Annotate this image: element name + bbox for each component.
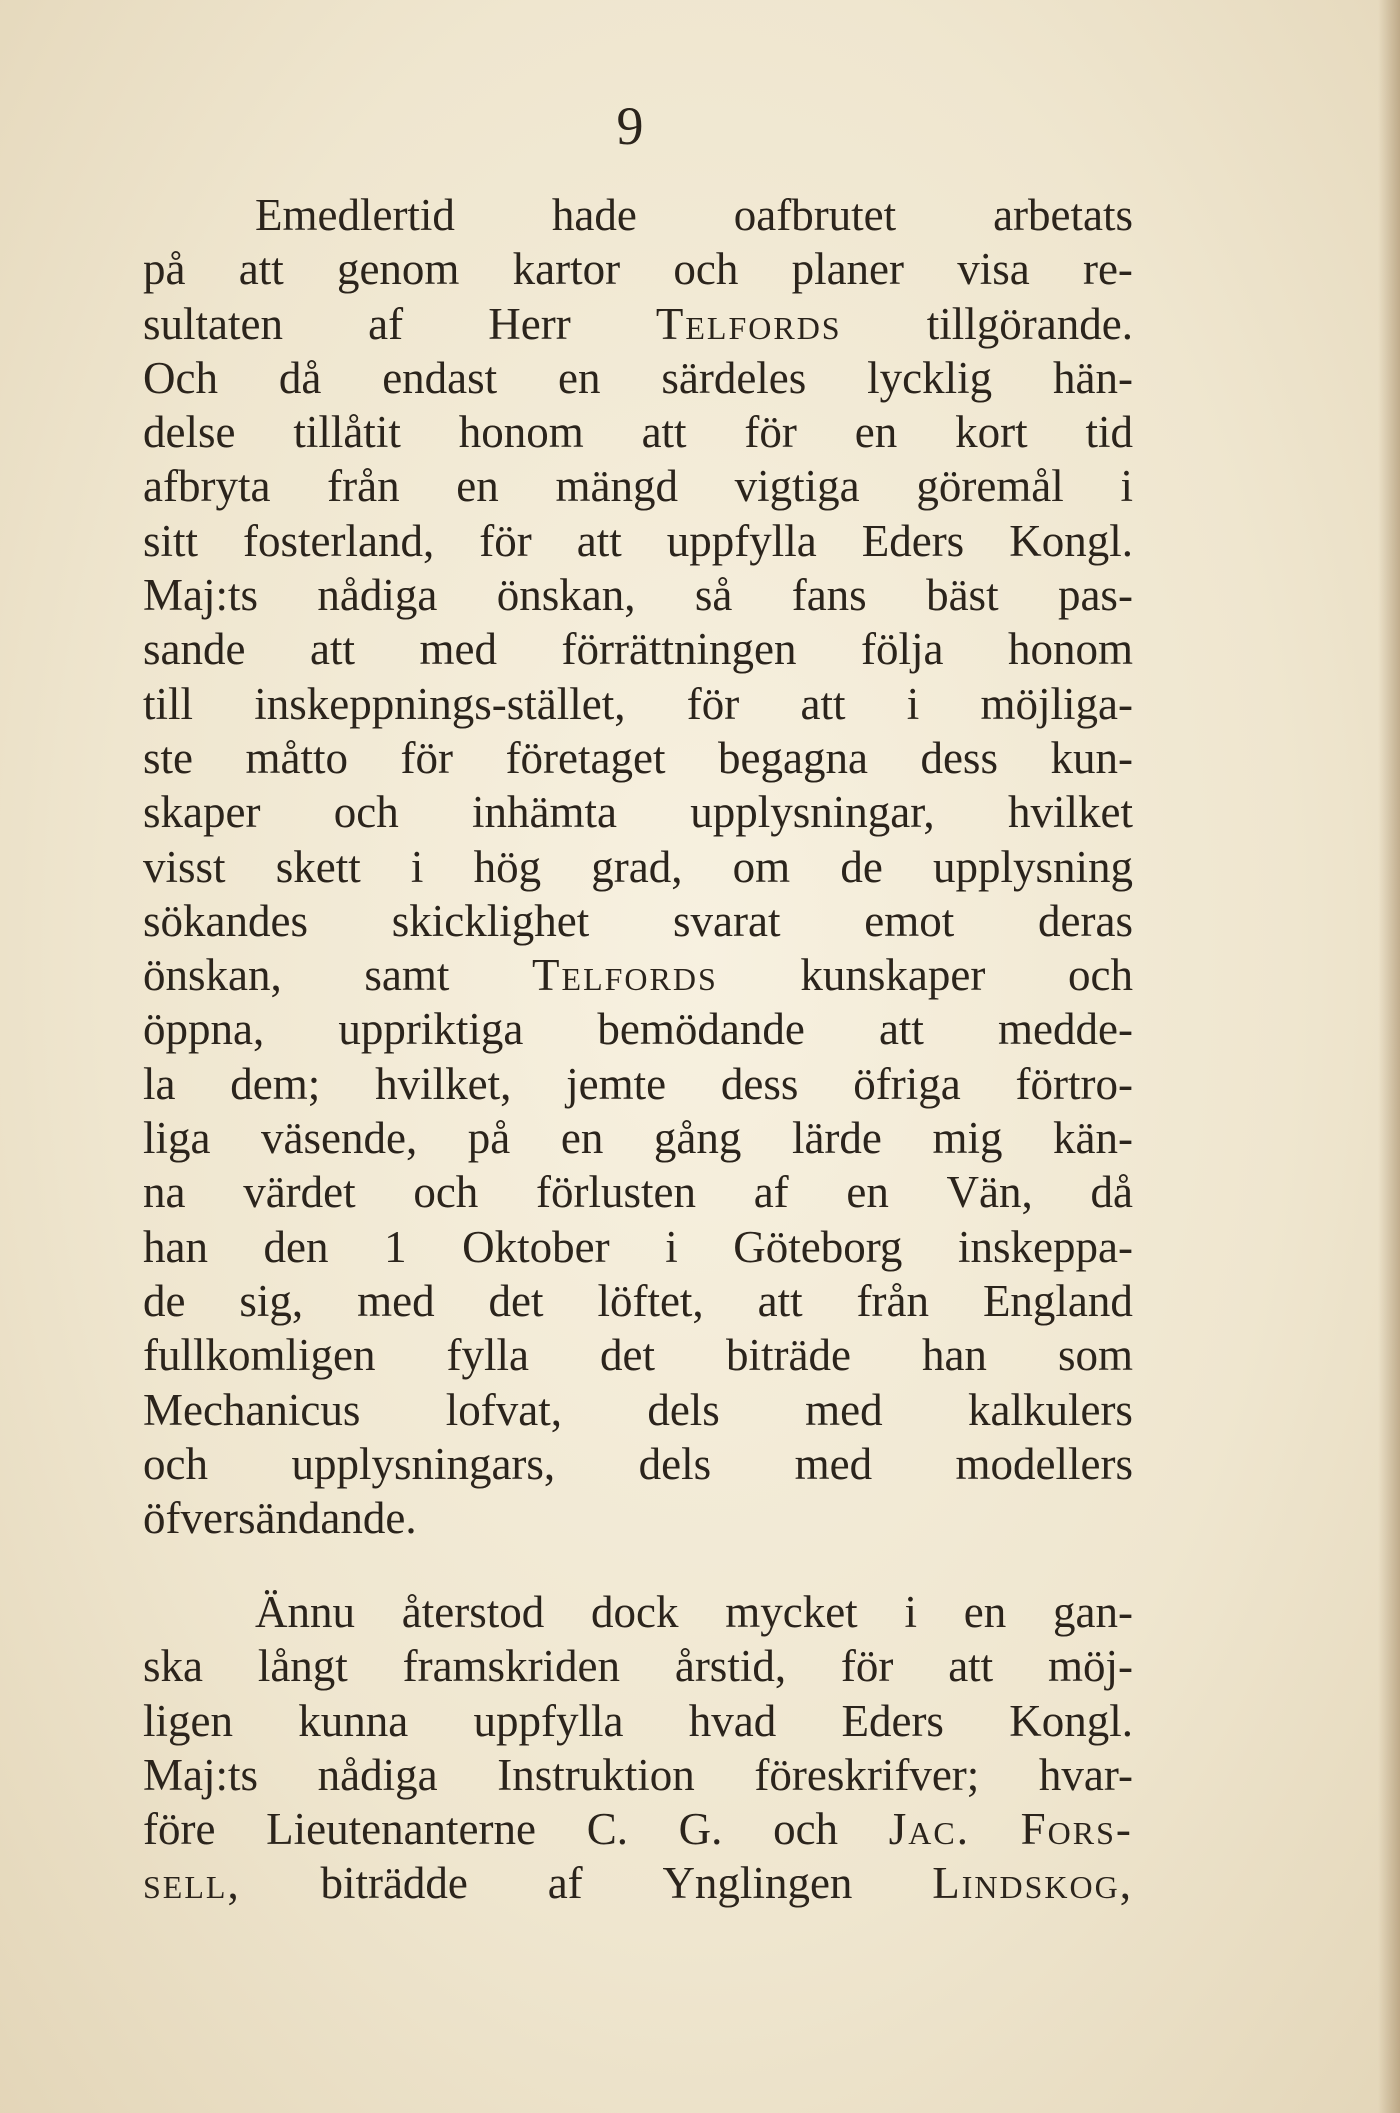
word: att: [757, 1275, 803, 1326]
word: i: [904, 1587, 917, 1637]
word: hög: [473, 841, 542, 892]
word: af: [753, 1167, 789, 1218]
word: och: [773, 1804, 839, 1855]
paragraph-1: [143, 188, 1133, 1545]
word: dels: [647, 1384, 720, 1435]
word: af: [368, 298, 404, 349]
text-line: [143, 1002, 1133, 1056]
word: hade: [551, 190, 637, 240]
word: G.: [678, 1804, 723, 1855]
word: upplysning: [932, 841, 1133, 892]
word: visa: [957, 244, 1030, 295]
word: emot: [864, 895, 955, 946]
word: att: [641, 407, 687, 458]
word: framskriden: [402, 1641, 621, 1692]
word: de: [143, 1275, 186, 1326]
word: modellers: [955, 1438, 1133, 1489]
word: tillåtit: [293, 407, 401, 458]
word: möjliga-: [980, 678, 1133, 729]
word: Ynglingen: [662, 1858, 853, 1909]
word: Eders: [841, 1695, 944, 1746]
word: Maj:ts: [143, 570, 259, 621]
word: förrättningen: [561, 624, 797, 675]
word: i: [410, 841, 424, 892]
word: och: [413, 1167, 479, 1218]
word: för: [686, 678, 740, 729]
text-line: [143, 1328, 1133, 1382]
text-line: [143, 1694, 1133, 1748]
word: att: [878, 1004, 924, 1055]
text-line: [143, 188, 1133, 242]
word: tillgörande.: [926, 298, 1133, 349]
word: med: [805, 1384, 883, 1435]
word: sell,: [143, 1858, 241, 1909]
word: inskeppnings-stället,: [254, 678, 626, 729]
word: Mechanicus: [143, 1384, 361, 1435]
word: honom: [1007, 624, 1133, 675]
text-line: [143, 1856, 1133, 1910]
word: grad,: [591, 841, 683, 892]
word: med: [419, 624, 497, 675]
word: nådiga: [317, 1749, 438, 1800]
word: jemte: [566, 1058, 667, 1109]
word: gan-: [1052, 1587, 1133, 1637]
word: företaget: [505, 732, 666, 783]
text-line: [143, 894, 1133, 948]
text-line: [143, 297, 1133, 351]
page-number: 9: [616, 96, 644, 156]
text-line: [143, 1585, 1133, 1639]
word: öppna,: [143, 1004, 265, 1055]
text-line: [143, 1748, 1133, 1802]
word: kän-: [1053, 1113, 1133, 1164]
word: kort: [955, 407, 1028, 458]
word: långt: [257, 1641, 348, 1692]
word: Maj:ts: [143, 1749, 259, 1800]
text-line: [143, 242, 1133, 296]
word: en: [963, 1587, 1007, 1637]
word: sig,: [239, 1275, 304, 1326]
word: uppriktiga: [338, 1004, 524, 1055]
word: kun-: [1050, 732, 1133, 783]
word: sande: [143, 624, 246, 675]
word: mycket: [725, 1587, 858, 1637]
word: värdet: [243, 1167, 356, 1218]
text-line: [143, 677, 1133, 731]
word: att: [238, 244, 284, 295]
word: före: [143, 1804, 216, 1855]
word: den: [263, 1221, 329, 1272]
word: skett: [275, 841, 361, 892]
word: Kongl.: [1009, 1695, 1133, 1746]
word: och: [143, 1438, 208, 1489]
word: öfriga: [853, 1058, 961, 1109]
word: sökandes: [143, 895, 308, 946]
word: begagna: [718, 732, 868, 783]
word: delse: [143, 407, 236, 458]
word: inhämta: [472, 787, 617, 838]
word: för: [744, 407, 797, 458]
word: de: [840, 841, 883, 892]
word: upplysningar,: [690, 787, 935, 838]
word: na: [143, 1167, 186, 1218]
text-line: [143, 785, 1133, 839]
word: kunskaper: [800, 950, 986, 1001]
word: medde-: [998, 1004, 1133, 1055]
word: väsende,: [261, 1113, 418, 1164]
word: Herr: [488, 298, 571, 349]
word: arbetats: [993, 190, 1133, 240]
word: till: [143, 678, 194, 729]
word: ste: [143, 732, 193, 783]
word: Kongl.: [1009, 515, 1133, 566]
word: gång: [653, 1113, 742, 1164]
word: dem;: [230, 1058, 321, 1109]
word: från: [327, 461, 400, 512]
word: afbryta: [143, 461, 271, 512]
text-line: [143, 514, 1133, 568]
word: löftet,: [597, 1275, 704, 1326]
word: han: [921, 1330, 987, 1381]
word: upplysningars,: [291, 1438, 556, 1489]
word: sultaten: [143, 298, 283, 349]
word: och: [1068, 950, 1133, 1001]
word: hvar-: [1038, 1749, 1133, 1800]
word: återstod: [401, 1587, 545, 1637]
word: för: [840, 1641, 894, 1692]
word: ligen: [143, 1695, 233, 1746]
word: då: [278, 352, 322, 403]
word: i: [906, 678, 920, 729]
word: lärde: [791, 1113, 882, 1164]
word: en: [558, 352, 601, 403]
page-spine-shadow: [1378, 0, 1400, 2113]
word: England: [982, 1275, 1133, 1326]
word: bemödande: [597, 1004, 805, 1055]
text-line: [143, 948, 1133, 1002]
text-line: [143, 622, 1133, 676]
word: endast: [382, 352, 498, 403]
word: deras: [1038, 895, 1133, 946]
word: förtro-: [1015, 1058, 1133, 1109]
word: ska: [143, 1641, 203, 1692]
word: följa: [860, 624, 944, 675]
word: visst: [143, 841, 226, 892]
word: kalkulers: [968, 1384, 1133, 1435]
word: att: [310, 624, 355, 675]
word: genom: [336, 244, 460, 295]
word: uppfylla: [473, 1695, 624, 1746]
word: en: [854, 407, 898, 458]
word: Eders: [861, 515, 965, 566]
word: hvad: [688, 1695, 777, 1746]
text-line: [143, 1802, 1133, 1856]
text-line: [143, 1491, 1133, 1545]
word: om: [732, 841, 791, 892]
word: svarat: [673, 895, 781, 946]
word: och: [333, 787, 399, 838]
word: nådiga: [317, 570, 438, 621]
word: så: [694, 570, 733, 621]
word: biträde: [725, 1330, 851, 1381]
text-line: [143, 568, 1133, 622]
word: en: [560, 1113, 604, 1164]
text-line: [143, 1274, 1133, 1328]
word: skaper: [143, 787, 261, 838]
word: särdeles: [661, 352, 807, 403]
text-line: [143, 459, 1133, 513]
word: önskan,: [143, 950, 282, 1001]
word: bäst: [926, 570, 999, 621]
text-line: [143, 1383, 1133, 1437]
word: för: [400, 732, 454, 783]
word: Telfords: [655, 298, 842, 349]
text-line: [143, 1165, 1133, 1219]
word: 1: [384, 1221, 407, 1272]
word: det: [599, 1330, 655, 1381]
word: mängd: [555, 461, 678, 512]
text-line: [143, 1057, 1133, 1111]
text-line: [143, 840, 1133, 894]
word: som: [1057, 1330, 1133, 1381]
word: då: [1090, 1167, 1133, 1218]
word: fans: [791, 570, 867, 621]
word: Jac.: [888, 1804, 970, 1855]
word: förlusten: [536, 1167, 696, 1218]
word: planer: [791, 244, 904, 295]
word: att: [576, 515, 622, 566]
word: öfversändande.: [143, 1493, 417, 1544]
word: hvilket: [1007, 787, 1133, 838]
word: Vän,: [946, 1167, 1033, 1218]
word: lycklig: [867, 352, 993, 403]
word: årstid,: [674, 1641, 787, 1692]
word: i: [665, 1221, 678, 1272]
word: dels: [638, 1438, 712, 1489]
word: Lindskog,: [932, 1858, 1133, 1909]
word: oafbrutet: [733, 190, 897, 240]
word: vigtiga: [734, 461, 860, 512]
word: att: [800, 678, 846, 729]
word: inskeppa-: [957, 1221, 1133, 1272]
word: måtto: [245, 732, 349, 783]
word: af: [547, 1858, 583, 1909]
paragraph-2: [143, 1585, 1133, 1911]
word: på: [467, 1113, 511, 1164]
text-line: [143, 1639, 1133, 1693]
word: Ännu: [255, 1587, 355, 1637]
text-line: [143, 731, 1133, 785]
text-line: [143, 1220, 1133, 1274]
word: Göteborg: [733, 1221, 903, 1272]
word: liga: [143, 1113, 211, 1164]
word: Lieutenanterne: [266, 1804, 536, 1855]
word: att: [948, 1641, 994, 1692]
word: föreskrifver;: [754, 1749, 980, 1800]
word: kartor: [512, 244, 621, 295]
text-line: [143, 1111, 1133, 1165]
word: fosterland,: [243, 515, 435, 566]
word: honom: [458, 407, 584, 458]
word: en: [456, 461, 499, 512]
word: dess: [920, 732, 998, 783]
word: la: [143, 1058, 176, 1109]
word: dock: [590, 1587, 679, 1637]
word: fullkomligen: [143, 1330, 376, 1381]
word: C.: [586, 1804, 628, 1855]
word: pas-: [1057, 570, 1133, 621]
word: han: [143, 1221, 208, 1272]
word: Oktober: [462, 1221, 610, 1272]
word: i: [1120, 461, 1133, 512]
word: önskan,: [496, 570, 636, 621]
word: hän-: [1053, 352, 1133, 403]
text-line: [143, 351, 1133, 405]
word: en: [846, 1167, 889, 1218]
word: tid: [1085, 407, 1133, 458]
word: sitt: [143, 515, 199, 566]
text-line: [143, 405, 1133, 459]
word: samt: [364, 950, 450, 1001]
word: uppfylla: [666, 515, 817, 566]
word: re-: [1082, 244, 1133, 295]
word: Och: [143, 352, 218, 403]
word: fylla: [446, 1330, 529, 1381]
word: Fors-: [1020, 1804, 1133, 1855]
word: skicklighet: [391, 895, 590, 946]
word: göremål: [916, 461, 1064, 512]
word: Telfords: [532, 950, 718, 1001]
word: det: [488, 1275, 544, 1326]
word: för: [479, 515, 532, 566]
word: lofvat,: [445, 1384, 562, 1435]
word: hvilket,: [375, 1058, 512, 1109]
word: biträdde: [320, 1858, 468, 1909]
word: Emedlertid: [255, 190, 455, 240]
word: med: [794, 1438, 873, 1489]
word: kunna: [298, 1695, 409, 1746]
word: och: [673, 244, 739, 295]
word: möj-: [1047, 1641, 1133, 1692]
word: från: [856, 1275, 929, 1326]
word: Instruktion: [497, 1749, 695, 1800]
word: med: [357, 1275, 435, 1326]
word: dess: [720, 1058, 799, 1109]
word: mig: [932, 1113, 1003, 1164]
word: på: [143, 244, 186, 295]
text-line: [143, 1437, 1133, 1491]
